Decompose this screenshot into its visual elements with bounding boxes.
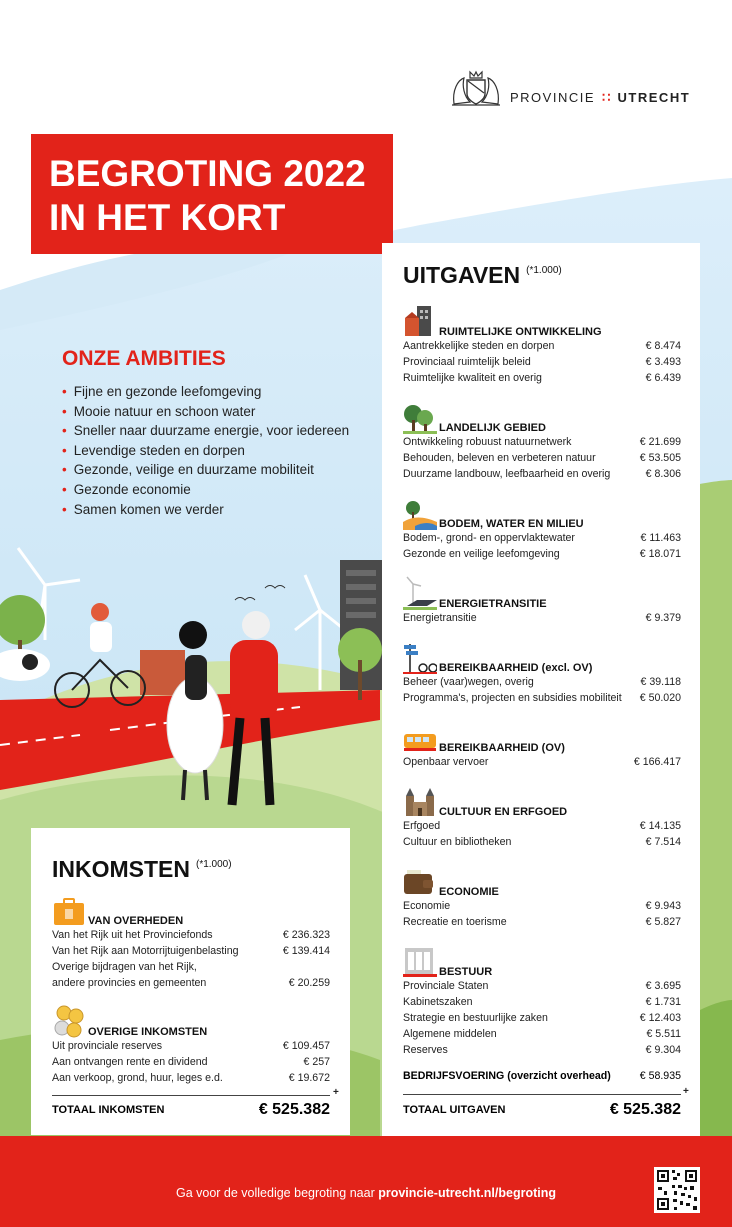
- table-row: Overige bijdragen van het Rijk,: [52, 961, 197, 973]
- section-title: BEREIKBAARHEID (OV): [439, 742, 565, 754]
- table-row: Kabinetszaken € 1.731: [403, 996, 681, 1008]
- ambities-block: [62, 346, 362, 519]
- section-landelijk-gebied: [403, 398, 681, 482]
- table-row: Aantrekkelijke steden en dorpen € 8.474: [403, 340, 681, 352]
- bullet-icon: •: [62, 442, 67, 458]
- ambitie-item: • Mooie natuur en schoon water: [62, 403, 256, 419]
- bullet-icon: •: [62, 501, 67, 517]
- uitgaven-unit: (*1.000): [526, 265, 562, 276]
- section-bereikbaarheid-excl-ov: [403, 638, 681, 706]
- section-energietransitie: [403, 574, 681, 626]
- table-row: Strategie en bestuurlijke zaken € 12.403: [403, 1012, 681, 1024]
- bullet-icon: •: [62, 384, 67, 399]
- ambities-list: [62, 382, 362, 519]
- section-title: BESTUUR: [439, 966, 493, 978]
- ambitie-item: • Levendige steden en dorpen: [62, 442, 245, 458]
- inkomsten-unit: (*1.000): [196, 859, 232, 870]
- wallet-icon: [403, 864, 437, 898]
- section-title: VAN OVERHEDEN: [88, 915, 184, 927]
- section-title: ENERGIETRANSITIE: [439, 598, 547, 610]
- table-row: Van het Rijk aan Motorrijtuigenbelasting € 139.414: [52, 945, 330, 957]
- ambities-heading: ONZE AMBITIES: [62, 347, 226, 370]
- table-row: Provinciaal ruimtelijk beleid € 3.493: [403, 356, 681, 368]
- plus-sign: +: [683, 1086, 689, 1097]
- table-row: Gezonde en veilige leefomgeving € 18.071: [403, 548, 681, 560]
- section-bodem-water-milieu: [403, 494, 681, 562]
- tram-icon: [403, 720, 437, 754]
- table-row: Bodem-, grond- en oppervlaktewater € 11.463: [403, 532, 681, 544]
- wind-solar-icon: [403, 576, 437, 610]
- brand-prefix: PROVINCIE: [510, 90, 596, 105]
- qr-code-icon[interactable]: [654, 1167, 700, 1213]
- section-ruimtelijke-ontwikkeling: [403, 302, 681, 386]
- section-overige-inkomsten: [52, 1002, 330, 1086]
- ambitie-item: • Sneller naar duurzame energie, voor iedereen: [62, 423, 350, 439]
- coat-of-arms-icon: [450, 70, 502, 106]
- table-row: Erfgoed € 14.135: [403, 820, 681, 832]
- brand-squares-icon: ∷: [602, 90, 611, 105]
- table-row: Economie € 9.943: [403, 900, 681, 912]
- uitgaven-panel: [382, 243, 700, 1136]
- bullet-icon: •: [62, 403, 67, 419]
- inkomsten-panel: [31, 828, 350, 1135]
- section-title: BEREIKBAARHEID (excl. OV): [439, 662, 593, 674]
- section-title: BODEM, WATER EN MILIEU: [439, 518, 584, 530]
- bullet-icon: •: [62, 481, 67, 497]
- section-cultuur-erfgoed: [403, 782, 681, 850]
- brand-main: UTRECHT: [617, 90, 691, 105]
- section-bereikbaarheid-ov: [403, 718, 681, 770]
- table-row: Uit provinciale reserves € 109.457: [52, 1040, 330, 1052]
- uitgaven-heading: UITGAVEN $^{(*1.000)}$: [403, 262, 562, 288]
- table-row: Behouden, beleven en verbeteren natuur € 53.505: [403, 452, 681, 464]
- title-line-2: IN HET KORT: [49, 197, 286, 238]
- signpost-bicycle-icon: [403, 640, 437, 674]
- title-line-1: BEGROTING 2022: [49, 153, 366, 194]
- table-row: Ruimtelijke kwaliteit en overig € 6.439: [403, 372, 681, 384]
- total-divider: [52, 1095, 330, 1096]
- table-row: Duurzame landbouw, leefbaarheid en overig € 8.306: [403, 468, 681, 480]
- table-row: Algemene middelen € 5.511: [403, 1028, 681, 1040]
- section-title: LANDELIJK GEBIED: [439, 422, 546, 434]
- table-row: Programma's, projecten en subsidies mobiliteit € 50.020: [403, 692, 681, 704]
- bullet-icon: •: [62, 423, 67, 439]
- table-row: Aan verkoop, grond, huur, leges e.d. € 19.672: [52, 1072, 330, 1084]
- briefcase-icon: [52, 893, 86, 927]
- table-row: Recreatie en toerisme € 5.827: [403, 916, 681, 928]
- inkomsten-heading: INKOMSTEN $^{(*1.000)}$: [52, 856, 232, 882]
- section-bestuur: [403, 942, 681, 1058]
- table-row: Reserves € 9.304: [403, 1044, 681, 1056]
- begroting-link[interactable]: provincie-utrecht.nl/begroting: [378, 1186, 557, 1200]
- table-row: Van het Rijk uit het Provinciefonds € 236.323: [52, 929, 330, 941]
- page-title: [31, 134, 393, 254]
- footer-bar: [0, 1136, 732, 1227]
- table-row: Openbaar vervoer € 166.417: [403, 756, 681, 768]
- footer-text: Ga voor de volledige begroting naar provincie-utrecht.nl/begroting: [175, 1186, 557, 1200]
- ambitie-item: • Gezonde, veilige en duurzame mobiliteit: [62, 462, 314, 478]
- ambitie-item: • Samen komen we verder: [62, 501, 224, 517]
- table-row: Beheer (vaar)wegen, overig € 39.118: [403, 676, 681, 688]
- section-title: CULTUUR EN ERFGOED: [439, 806, 568, 818]
- total-divider: [403, 1094, 681, 1095]
- ambitie-item: • Gezonde economie: [62, 481, 191, 497]
- trees-icon: [403, 400, 437, 434]
- overhead-row: BEDRIJFSVOERING (overzicht overhead) € 58.935: [403, 1070, 681, 1082]
- city-buildings-icon: [403, 304, 437, 338]
- provincie-utrecht-logo: [450, 70, 720, 110]
- total-inkomsten: TOTAAL INKOMSTEN € 525.382: [52, 1101, 330, 1118]
- plus-sign: +: [333, 1087, 339, 1098]
- government-building-icon: [403, 944, 437, 978]
- table-row: Provinciale Staten € 3.695: [403, 980, 681, 992]
- bullet-icon: •: [62, 462, 67, 478]
- section-title: RUIMTELIJKE ONTWIKKELING: [439, 326, 602, 338]
- table-row: Cultuur en bibliotheken € 7.514: [403, 836, 681, 848]
- section-title: ECONOMIE: [439, 886, 499, 898]
- section-economie: [403, 862, 681, 930]
- section-title: OVERIGE INKOMSTEN: [88, 1026, 208, 1038]
- castle-icon: [403, 784, 437, 818]
- ambitie-item: • Fijne en gezonde leefomgeving: [62, 384, 262, 399]
- soil-water-icon: [403, 496, 437, 530]
- table-row: Energietransitie € 9.379: [403, 612, 681, 624]
- table-row: Ontwikkeling robuust natuurnetwerk € 21.699: [403, 436, 681, 448]
- total-uitgaven: TOTAAL UITGAVEN € 525.382: [403, 1101, 681, 1118]
- table-row: Aan ontvangen rente en dividend € 257: [52, 1056, 330, 1068]
- coins-icon: [52, 1004, 86, 1038]
- table-row: andere provincies en gemeenten € 20.259: [52, 977, 330, 989]
- section-van-overheden: [52, 891, 330, 991]
